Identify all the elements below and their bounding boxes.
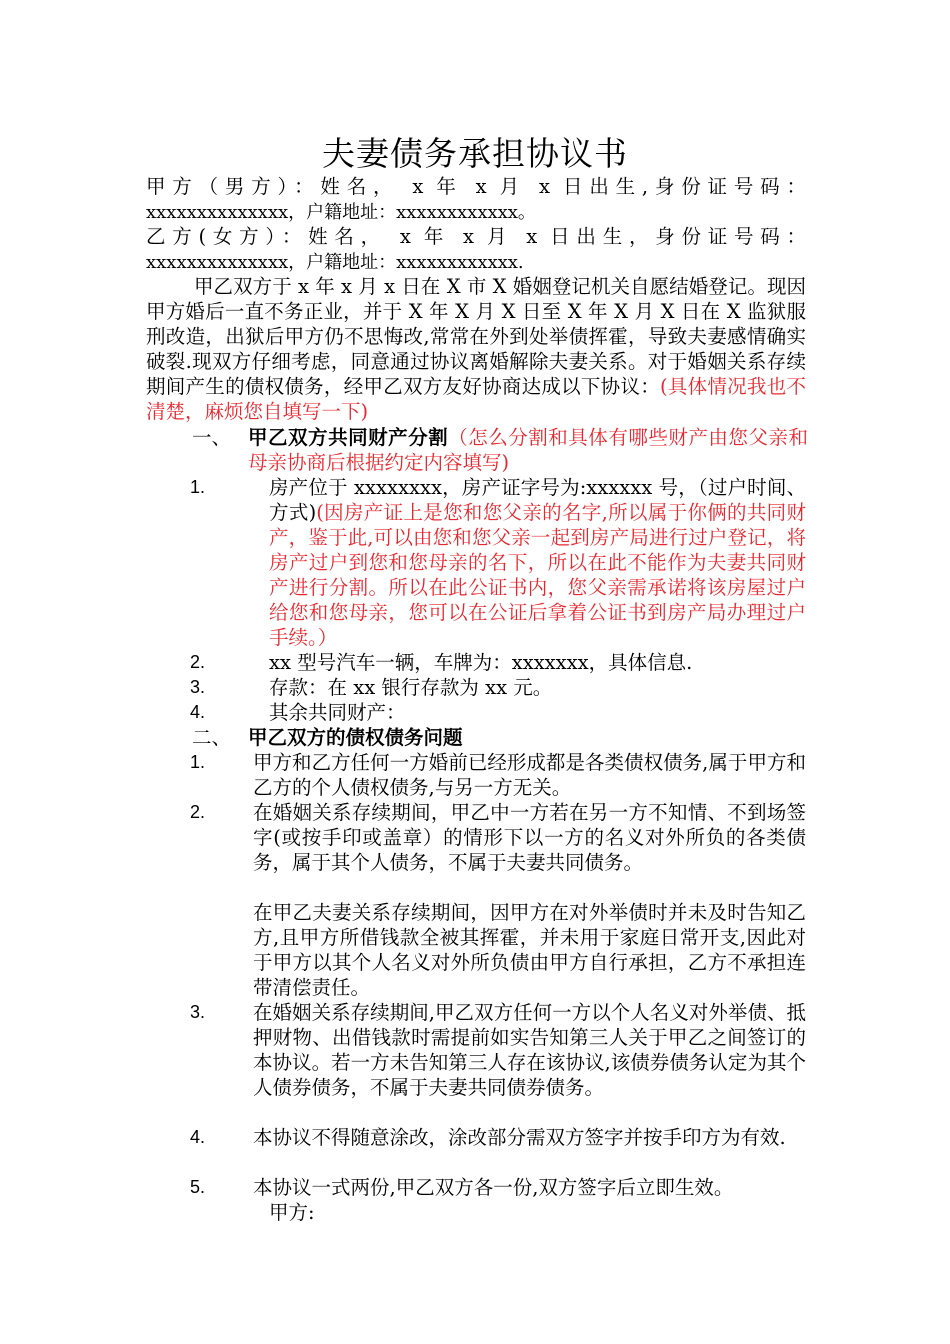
s1-item1-text: 房产位于 xxxxxxxx，房产证字号为:xxxxxx 号，（过户时间、方式) <box>269 476 806 524</box>
s1-item2-number: 2. <box>190 652 206 672</box>
party-b-line2: xxxxxxxxxxxxxx，户籍地址：xxxxxxxxxxxx. <box>146 252 524 273</box>
s2-item4-text: 本协议不得随意涂改，涂改部分需双方签字并按手印方为有效. <box>253 1126 786 1149</box>
s2-item1-text: 甲方和乙方任何一方婚前已经形成都是各类债权债务,属于甲方和乙方的个人债权债务,与另一方无关。 <box>253 751 806 799</box>
s2-item5-text: 本协议一式两份,甲乙双方各一份,双方签字后立即生效。 <box>253 1176 734 1199</box>
preamble-text: 甲乙双方于 x 年 x 月 x 日在 X 市 X 婚姻登记机关自愿结婚登记。现因甲方婚后一直不务正业，并于 X 年 X 月 X 日至 X 年 X 月 X 日在 X 监狱服刑改造，出狱后甲方仍不思悔改,常常在外到处举债挥霍，导致夫妻感情确实破裂.现双方仔细考虑，同意通过协议离婚解除夫妻关系。对于婚姻关系存续期间产生的债权债务，经甲乙双方友好协商达成以下协议： <box>146 275 806 398</box>
section1-number: 一、 <box>192 426 232 449</box>
s2-item4-number: 4. <box>190 1127 206 1147</box>
s1-item1-number: 1. <box>190 477 206 497</box>
s1-item3-text: 存款：在 xx 银行存款为 xx 元。 <box>269 676 553 699</box>
s2-item1-number: 1. <box>190 752 206 772</box>
page-title: 夫妻债务承担协议书 <box>322 134 628 173</box>
preamble-note: (具体情况我也不清楚，麻烦您自填写一下) <box>146 375 806 423</box>
s1-item2-text: xx 型号汽车一辆，车牌为：xxxxxxx，具体信息. <box>269 651 693 674</box>
section2-number: 二、 <box>192 726 232 749</box>
section1-heading: 甲乙双方共同财产分割 <box>248 426 449 449</box>
section1-heading-block <box>248 425 808 475</box>
party-b-line1: 乙方(女方）：姓名， x 年 x 月 x 日出生，身份证号码： <box>146 225 806 248</box>
s2-item3-text: 在婚姻关系存续期间,甲乙双方任何一方以个人名义对外举债、抵押财物、出借钱款时需提前如实告知第三人关于甲乙之间签订的本协议。若一方未告知第三人存在该协议,该债券债务认定为其个人债券债务，不属于夫妻共同债券债务。 <box>253 1001 806 1099</box>
s1-item1-note: (因房产证上是您和您父亲的名字,所以属于你俩的共同财产，鉴于此,可以由您和您父亲一起到房产局进行过户登记，将房产过户到您和您母亲的名下，所以在此不能作为夫妻共同财产进行分割。所以在此公证书内，您父亲需承诺将该房屋过户给您和您母亲，您可以在公证后拿着公证书到房产局办理过户手续。） <box>269 501 806 649</box>
s2-item2-number: 2. <box>190 802 206 822</box>
s2-item2-extra: 在甲乙夫妻关系存续期间，因甲方在对外举债时并未及时告知乙方,且甲方所借钱款全被其挥霍，并未用于家庭日常开支,因此对于甲方以其个人名义对外所负债由甲方自行承担，乙方不承担连带清偿责任。 <box>253 901 806 999</box>
s2-item3-number: 3. <box>190 1002 206 1022</box>
s1-item4-text: 其余共同财产： <box>269 701 406 724</box>
s1-item3-number: 3. <box>190 677 206 697</box>
s2-item2-text: 在婚姻关系存续期间，甲乙中一方若在另一方不知情、不到场签字(或按手印或盖章）的情形下以一方的名义对外所负的各类债务，属于其个人债务，不属于夫妻共同债务。 <box>253 801 806 874</box>
s1-item1 <box>269 475 806 650</box>
party-a-line2: xxxxxxxxxxxxxx，户籍地址：xxxxxxxxxxxx。 <box>146 202 536 223</box>
signature-party-a: 甲方: <box>269 1201 315 1224</box>
preamble-paragraph <box>146 274 806 424</box>
section2-heading: 甲乙双方的债权债务问题 <box>248 726 463 749</box>
section1-note: （怎么分割和具体有哪些财产由您父亲和母亲协商后根据约定内容填写) <box>248 426 808 474</box>
s2-item5-number: 5. <box>190 1177 206 1197</box>
party-a-line1: 甲方（男方）：姓名， x 年 x 月 x 日出生,身份证号码： <box>146 175 806 198</box>
s1-item4-number: 4. <box>190 702 206 722</box>
